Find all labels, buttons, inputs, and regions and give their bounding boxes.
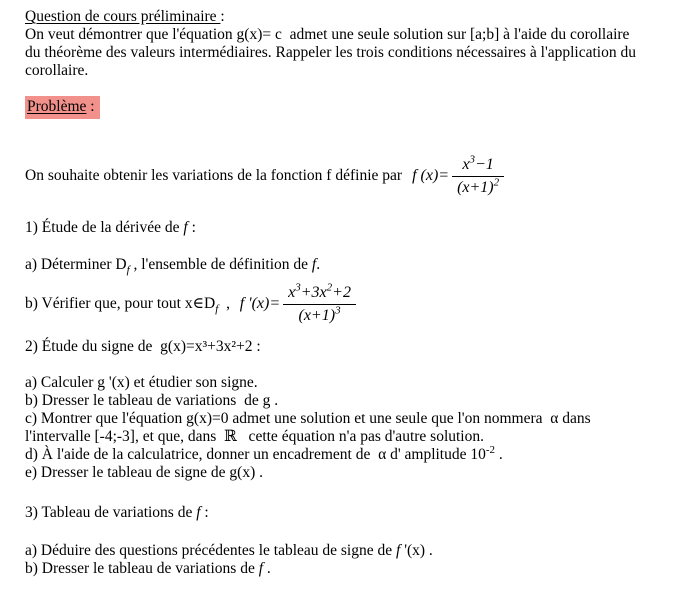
formula-f-numerator: $x^3-1$ bbox=[452, 155, 504, 177]
part1-title: 1) Étude de la dérivée de f : bbox=[25, 219, 196, 236]
course-question-heading-colon: : bbox=[220, 8, 225, 25]
course-body-line-1: On veut démontrer que l'équation g(x)= c admet une seule solution sur [a;b] à l'aide du corollaire bbox=[25, 26, 630, 43]
formula-f-denominator: $(x+1)^2$ bbox=[457, 176, 500, 196]
part2-item-d: d) À l'aide de la calculatrice, donner un encadrement de α d' amplitude $10^{-2}$ . bbox=[25, 443, 503, 463]
subscript-f: f bbox=[126, 264, 130, 277]
problem-intro-row bbox=[25, 147, 674, 205]
part1-item-b-text: b) Vérifier que, pour tout $x\in D_f$ , bbox=[25, 295, 238, 316]
part2-item-e: e) Dresser le tableau de signe de g(x) . bbox=[25, 464, 263, 481]
part2-item-c-line1: c) Montrer que l'équation g(x)=0 admet une solution et une seule que l'on nommera α dans bbox=[25, 410, 591, 427]
course-body-line-2: du théorème des valeurs intermédiaires. Rappeler les trois conditions nécessaires à l'application du bbox=[25, 44, 636, 61]
part3-title: 3) Tableau de variations de f : bbox=[25, 504, 209, 521]
exponent: -2 bbox=[485, 443, 496, 456]
problem-heading-highlight bbox=[25, 96, 100, 119]
italic-f: f bbox=[183, 219, 188, 236]
subscript-f: f bbox=[215, 303, 219, 316]
italic-f: f bbox=[396, 542, 401, 559]
italic-f: f bbox=[196, 504, 201, 521]
part2-items bbox=[25, 374, 674, 482]
part2-item-a: a) Calculer g '(x) et étudier son signe. bbox=[25, 374, 258, 391]
part2-item-c-line2: l'intervalle [-4;-3], et que, dans ℝ cette équation n'a pas d'autre solution. bbox=[25, 428, 484, 445]
formula-f-prime-denominator: $(x+1)^3$ bbox=[298, 304, 341, 324]
italic-f: f bbox=[311, 256, 317, 273]
course-question-body bbox=[25, 26, 674, 80]
formula-f-lhs: f (x)= bbox=[412, 167, 450, 184]
course-question-heading-text: Question de cours préliminaire bbox=[25, 8, 221, 25]
problem-intro-text: On souhaite obtenir les variations de la fonction f définie par bbox=[25, 167, 403, 184]
problem-heading-text: Problème bbox=[27, 98, 87, 115]
exponent: 3 bbox=[335, 304, 341, 317]
exponent: 2 bbox=[493, 176, 500, 189]
part2-title: 2) Étude du signe de g(x)=x³+3x²+2 : bbox=[25, 338, 261, 355]
problem-heading-colon: : bbox=[86, 98, 95, 115]
part2-item-b: b) Dresser le tableau de variations de g . bbox=[25, 392, 279, 409]
formula-f-prime-fraction bbox=[283, 283, 356, 326]
part1-item-a: a) Déterminer $D_f$ , l'ensemble de définition de f. bbox=[25, 256, 321, 277]
formula-f-fraction bbox=[452, 155, 504, 198]
part3-item-b: b) Dresser le tableau de variations de f . bbox=[25, 560, 271, 577]
formula-f-prime-numerator: $x^3+3x^2+2$ bbox=[283, 283, 356, 305]
formula-f-prime bbox=[240, 283, 356, 326]
course-body-line-3: corollaire. bbox=[25, 62, 89, 79]
part3-items bbox=[25, 542, 674, 578]
exponent: 2 bbox=[326, 281, 333, 294]
exponent: 3 bbox=[469, 153, 475, 166]
problem-heading bbox=[25, 96, 674, 119]
formula-f-prime-lhs: f '(x)= bbox=[239, 295, 281, 312]
italic-f: f bbox=[258, 560, 264, 577]
part3-item-a: a) Déduire des questions précédentes le tableau de signe de f '(x) . bbox=[25, 542, 433, 559]
exponent: 3 bbox=[295, 281, 301, 294]
course-question-heading bbox=[25, 8, 674, 26]
part1-item-b bbox=[25, 276, 674, 332]
formula-f bbox=[412, 155, 504, 198]
